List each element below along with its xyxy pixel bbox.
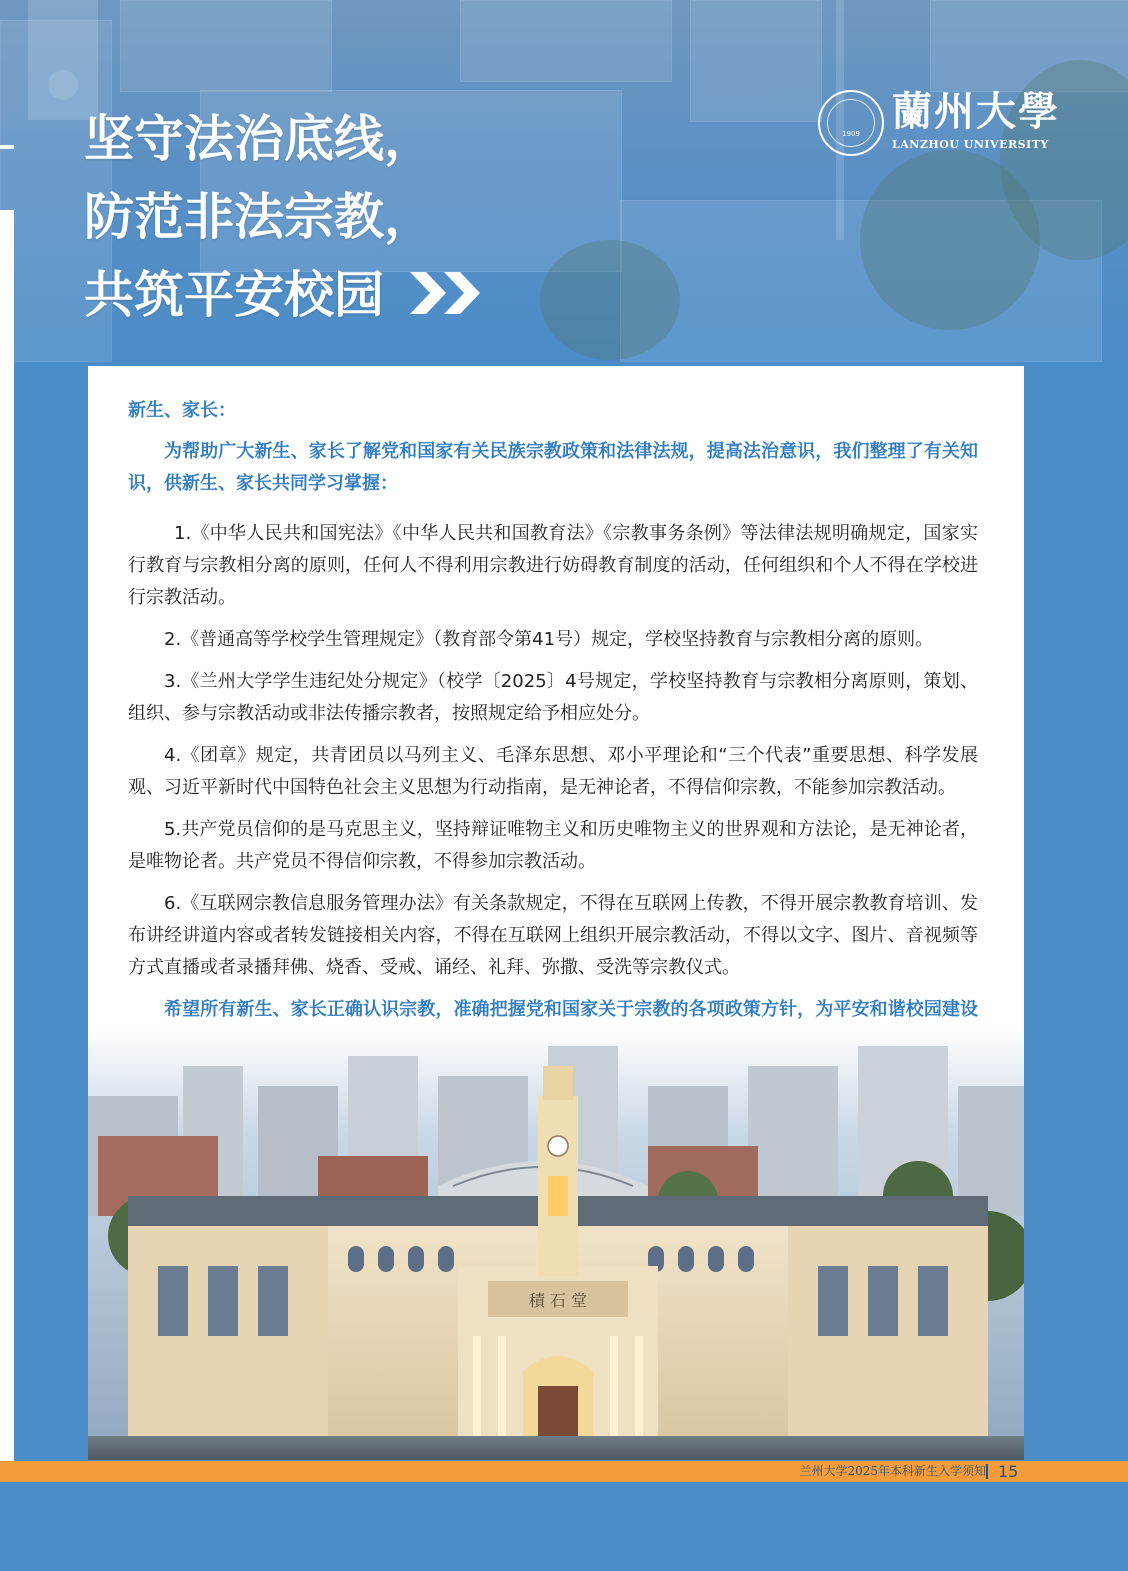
item-6: 6.《互联网宗教信息服务管理办法》有关条款规定，不得在互联网上传教，不得开展宗教教育培训、发布讲经讲道内容或者转发链接相关内容，不得在互联网上组织开展宗教活动，不得以文字、图片、音视频等方式直播或者录播拜佛、烧香、受戒、诵经、礼拜、弥撒、受洗等宗教仪式。 <box>128 893 978 978</box>
item-4: 4.《团章》规定，共青团员以马列主义、毛泽东思想、邓小平理论和“三个代表”重要思想、科学发展观、习近平新时代中国特色社会主义思想为行动指南，是无神论者，不得信仰宗教，不能参加宗教活动。 <box>128 745 978 798</box>
university-seal-icon <box>818 90 884 156</box>
notice-card <box>88 366 1024 1460</box>
seal-year: 1909 <box>842 130 860 138</box>
double-chevron-right-icon <box>410 272 486 314</box>
left-accent-bar <box>0 210 14 1470</box>
building-sign: 積 石 堂 <box>528 1291 588 1310</box>
title-line-1: 坚守法治底线， <box>84 110 434 168</box>
footer-text: 兰州大学2025年本科新生入学须知 <box>799 1464 986 1478</box>
page-number: 15 <box>998 1462 1019 1481</box>
university-name-en: LANZHOU UNIVERSITY <box>892 138 1049 151</box>
university-logo <box>818 88 1060 160</box>
item-5: 5.共产党员信仰的是马克思主义，坚持辩证唯物主义和历史唯物主义的世界观和方法论，是无神论者，是唯物论者。共产党员不得信仰宗教，不得参加宗教活动。 <box>128 819 978 872</box>
intro-paragraph: 为帮助广大新生、家长了解党和国家有关民族宗教政策和法律法规，提高法治意识，我们整理了有关知识，供新生、家长共同学习掌握： <box>128 441 978 494</box>
bottom-band <box>0 1482 1128 1571</box>
notice-content <box>128 396 978 1058</box>
greeting: 新生、家长： <box>128 400 236 421</box>
item-3: 3.《兰州大学学生违纪处分规定》（校学〔2025〕4号规定，学校坚持教育与宗教相分离原则，策划、组织、参与宗教活动或非法传播宗教者，按照规定给予相应处分。 <box>128 671 978 724</box>
title-line-2: 防范非法宗教， <box>84 188 434 246</box>
footer-separator <box>986 1464 988 1479</box>
campus-photo <box>88 1026 1024 1460</box>
item-1: 1.《中华人民共和国宪法》《中华人民共和国教育法》《宗教事务条例》等法律法规明确规定，国家实行教育与宗教相分离的原则，任何人不得利用宗教进行妨碍教育制度的活动，任何组织和个人不得在学校进行宗教活动。 <box>128 523 978 608</box>
item-2: 2.《普通高等学校学生管理规定》（教育部令第41号）规定，学校坚持教育与宗教相分离的原则。 <box>164 629 934 650</box>
university-name-cn: 蘭州大學 <box>892 88 1060 135</box>
closing-paragraph: 希望所有新生、家长正确认识宗教，准确把握党和国家关于宗教的各项政策方针，为平安和谐校园建设 <box>164 999 978 1020</box>
left-accent-tick <box>0 145 14 149</box>
title-line-3: 共筑平安校园 <box>84 266 384 324</box>
